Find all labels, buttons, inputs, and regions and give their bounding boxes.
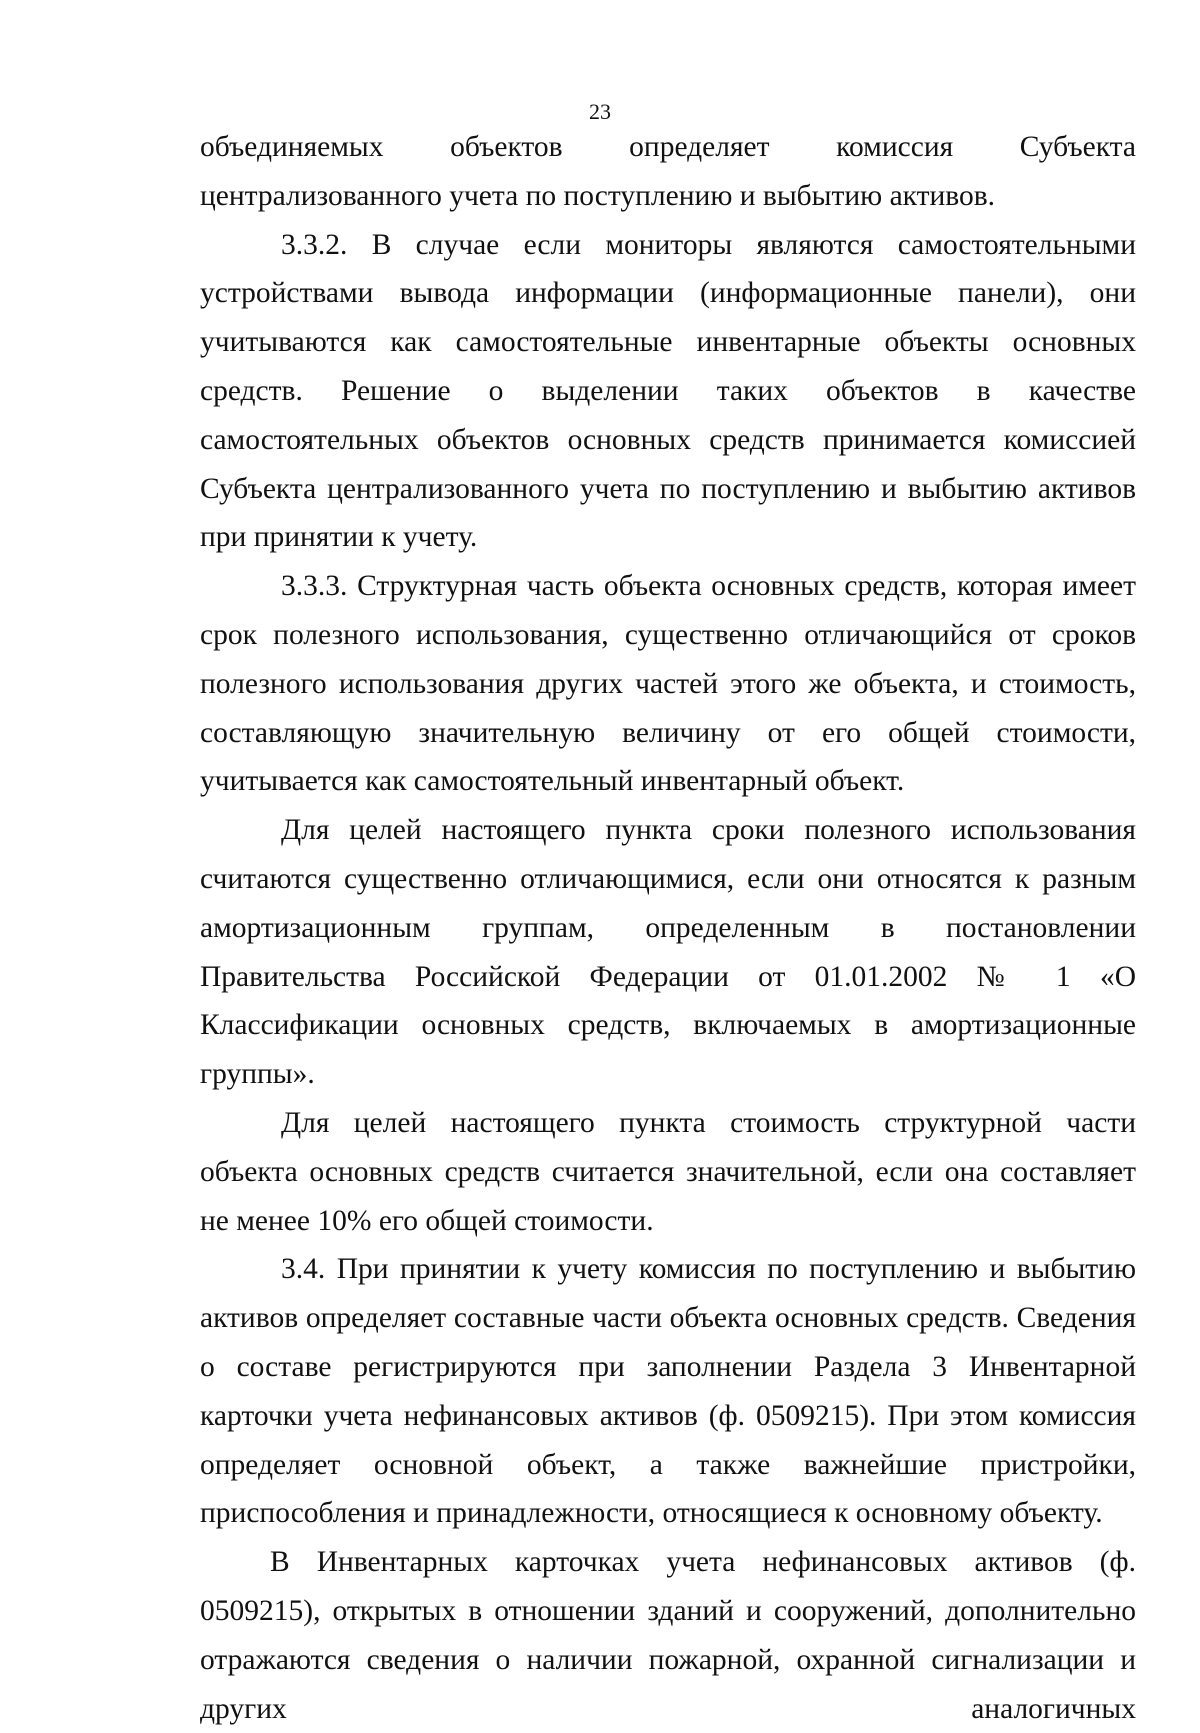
paragraph-3-3-3: 3.3.3. Структурная часть объекта основных средств, которая имеет срок полезного использования, существенно отличающийся от сроков полезного использования других частей этого же объекта, и стоимость, составляющую значительную величину от его общей стоимости, учитывается как самостоятельный инвентарный объект. (200, 570, 1136, 798)
paragraph-3-4: 3.4. При принятии к учету комиссия по поступлению и выбытию активов определяет составные части объекта основных средств. Сведения о составе регистрируются при заполнении Раздела 3 Инвентарной карточки учета нефинансовых активов (ф. 0509215). При этом комиссия определяет основной объект, а также важнейшие пристройки, приспособления и принадлежности, относящиеся к основному объекту. (200, 1253, 1136, 1530)
page-number: 23 (589, 99, 611, 124)
paragraph-useful-life-criteria: Для целей настоящего пункта сроки полезного использования считаются существенно отличающимися, если они относятся к разным амортизационным группам, определенным в постановлении Правительства Российской Федерации от 01.01.2002 № 1 «О Классификации основных средств, включаемых в амортизационные группы». (200, 814, 1136, 1091)
paragraph-3-3-2: 3.3.2. В случае если мониторы являются самостоятельными устройствами вывода информации (информационные панели), они учитываются как самостоятельные инвентарные объекты основных средств. Решение о выделении таких объектов в качестве самостоятельных объектов основных средств принимается комиссией Субъекта централизованного учета по поступлению и выбытию активов при принятии к учету. (200, 228, 1136, 554)
paragraph-cost-criteria: Для целей настоящего пункта стоимость структурной части объекта основных средств считается значительной, если она составляет не менее 10% его общей стоимости. (200, 1106, 1136, 1237)
document-body (200, 123, 1136, 1733)
paragraph-continuation: объединяемых объектов определяет комиссия Субъекта централизованного учета по поступлению и выбытию активов. (200, 131, 1136, 212)
paragraph-inventory-cards: В Инвентарных карточках учета нефинансовых активов (ф. 0509215), открытых в отношении зданий и сооружений, дополнительно отражаются сведения о наличии пожарной, охранной сигнализации и других аналогичных (200, 1546, 1136, 1725)
